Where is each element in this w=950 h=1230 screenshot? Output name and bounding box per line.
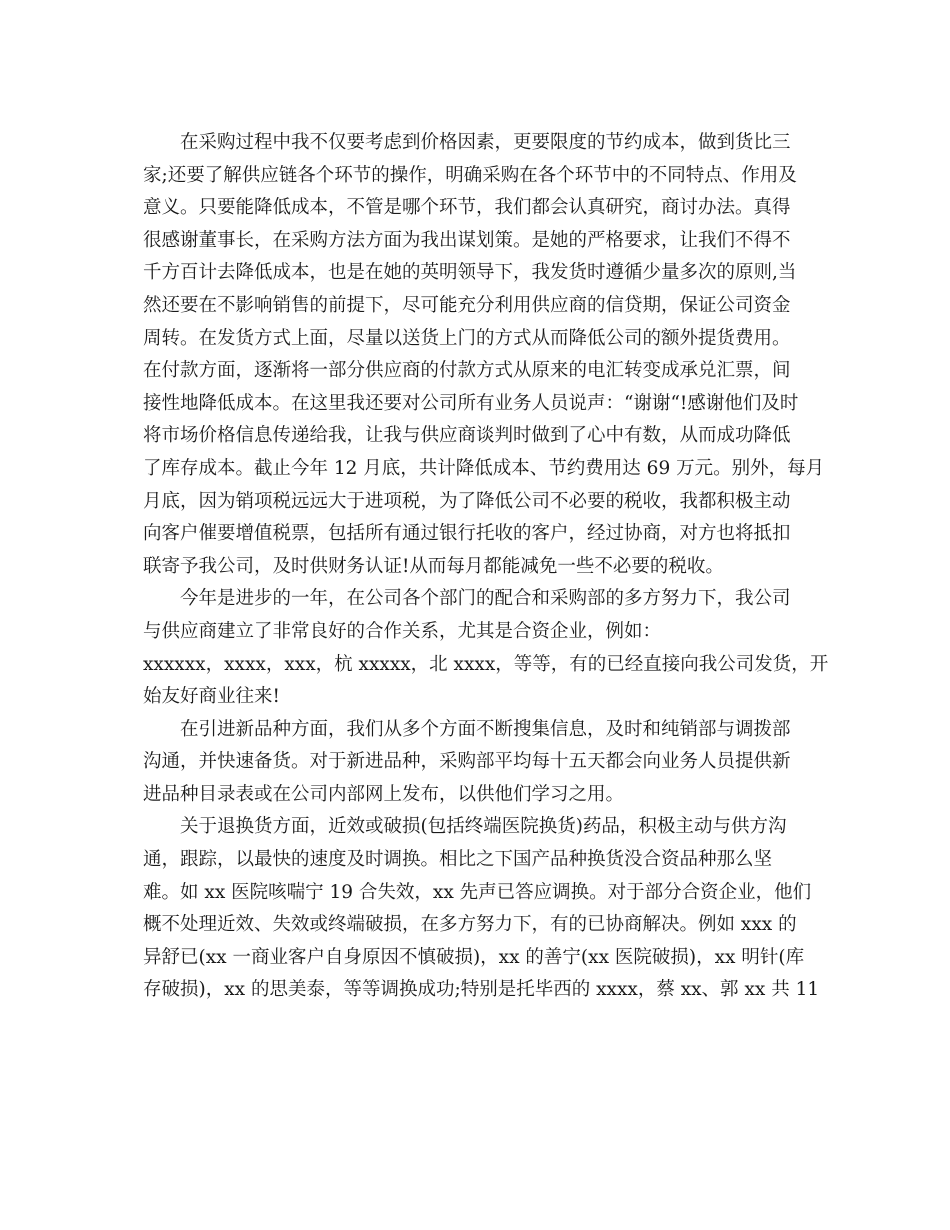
- text-line: 始友好商业往来!: [143, 686, 280, 708]
- text-line: 在付款方面，逐渐将一部分供应商的付款方式从原来的电汇转变成承兑汇票，间: [143, 360, 791, 382]
- text-line: 意义。只要能降低成本，不管是哪个环节，我们都会认真研究，商讨办法。真得: [143, 197, 791, 219]
- text-line: 了库存成本。截止今年 12 月底，共计降低成本、节约费用达 69 万元。别外，每月: [143, 457, 825, 479]
- text-line: 在引进新品种方面，我们从多个方面不断搜集信息，及时和纯销部与调拨部: [180, 718, 791, 740]
- text-line: 概不处理近效、失效或终端破损，在多方努力下，有的已协商解决。例如 xxx 的: [143, 914, 797, 936]
- text-line: 沟通，并快速备货。对于新进品种，采购部平均每十五天都会向业务人员提供新: [143, 751, 791, 773]
- text-line: 向客户催要增值税票，包括所有通过银行托收的客户，经过协商，对方也将抵扣: [143, 523, 791, 545]
- text-line: 周转。在发货方式上面，尽量以送货上门的方式从而降低公司的额外提货费用。: [143, 327, 791, 349]
- text-line: 很感谢董事长，在采购方法方面为我出谋划策。是她的严格要求，让我们不得不: [143, 229, 791, 251]
- document-body: [143, 127, 829, 1007]
- text-line: 存破损)，xx 的思美泰，等等调换成功;特别是托毕西的 xxxx，蔡 xx、郭 xx 共 11: [143, 979, 820, 1001]
- text-line: 然还要在不影响销售的前提下，尽可能充分利用供应商的信贷期，保证公司资金: [143, 294, 791, 316]
- text-line: 与供应商建立了非常良好的合作关系，尤其是合资企业，例如：: [143, 620, 662, 642]
- text-line: 关于退换货方面，近效或破损(包括终端医院换货)药品，积极主动与供方沟: [180, 816, 787, 838]
- text-line: xxxxxx，xxxx，xxx，杭 xxxxx，北 xxxx，等等，有的已经直接向我公司发货，开: [143, 653, 829, 675]
- paragraph-supplier-relations: [143, 583, 829, 713]
- text-line: 月底，因为销项税远远大于进项税，为了降低公司不必要的税收，我都积极主动: [143, 490, 791, 512]
- text-line: 千方百计去降低成本，也是在她的英明领导下，我发货时遵循少量多次的原则,当: [143, 262, 797, 284]
- paragraph-new-products: [143, 714, 813, 812]
- text-line: 接性地降低成本。在这里我还要对公司所有业务人员说声：“谢谢“!感谢他们及时: [143, 392, 799, 414]
- text-line: 在采购过程中我不仅要考虑到价格因素，更要限度的节约成本，做到货比三: [180, 132, 791, 153]
- text-line: 家;还要了解供应链各个环节的操作，明确采购在各个环节中的不同特点、作用及: [143, 164, 797, 186]
- paragraph-returns: [143, 811, 820, 1007]
- paragraph-cost-saving: [143, 127, 825, 583]
- text-line: 异舒已(xx 一商业客户自身原因不慎破损)，xx 的善宁(xx 医院破损)，xx 明针(库: [143, 946, 805, 968]
- text-line: 将市场价格信息传递给我，让我与供应商谈判时做到了心中有数，从而成功降低: [143, 425, 791, 447]
- text-line: 进品种目录表或在公司内部网上发布，以供他们学习之用。: [143, 783, 625, 805]
- text-line: 联寄予我公司，及时供财务认证!从而每月都能减免一些不必要的税收。: [143, 555, 724, 577]
- text-line: 难。如 xx 医院咳喘宁 19 合失效，xx 先声已答应调换。对于部分合资企业，他们: [143, 881, 812, 903]
- text-line: 今年是进步的一年，在公司各个部门的配合和采购部的多方努力下，我公司: [180, 588, 791, 610]
- text-line: 通，跟踪，以最快的速度及时调换。相比之下国产品种换货没合资品种那么坚: [143, 849, 773, 871]
